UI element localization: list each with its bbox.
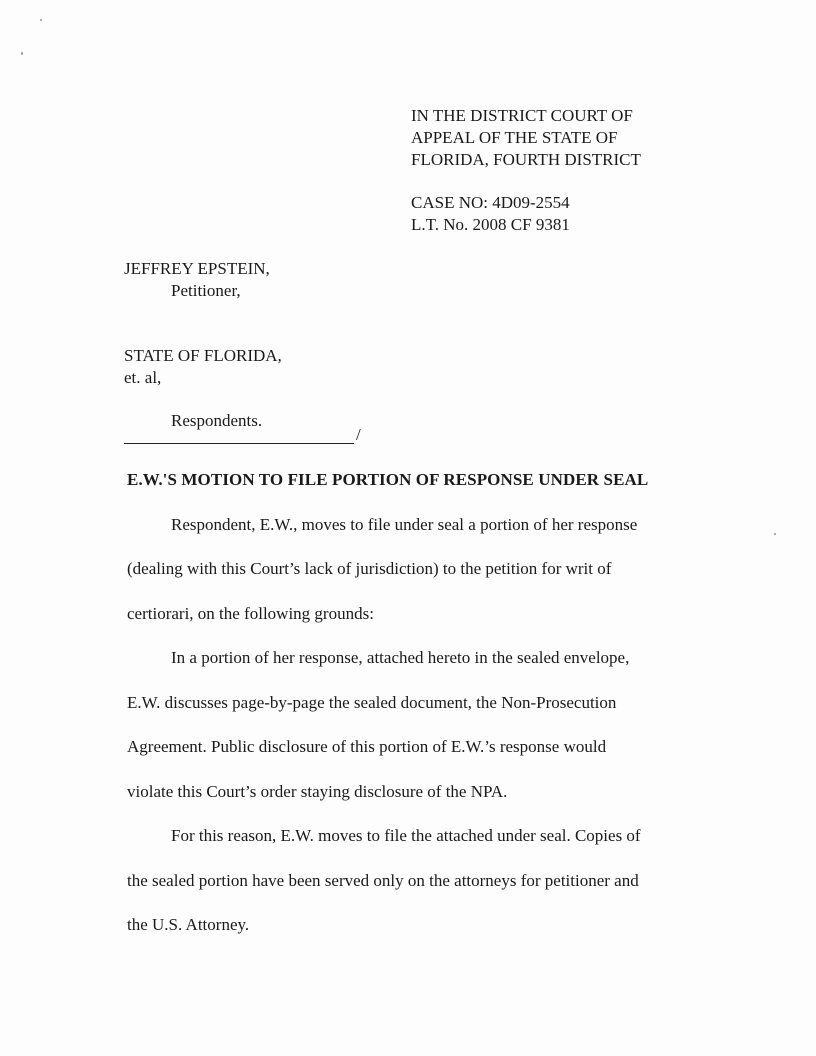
body-line: the U.S. Attorney. xyxy=(127,915,250,934)
body-line: In a portion of her response, attached hereto in the sealed envelope, xyxy=(171,648,630,667)
motion-title: E.W.'S MOTION TO FILE PORTION OF RESPONSE UNDER SEAL xyxy=(127,470,649,489)
body-line: violate this Court’s order staying disclosure of the NPA. xyxy=(127,782,508,801)
respondent-name: STATE OF FLORIDA, xyxy=(124,346,282,365)
scan-speck xyxy=(40,19,42,21)
respondent-etal: et. al, xyxy=(124,368,162,387)
respondent-role: Respondents. xyxy=(171,411,263,430)
body-line: For this reason, E.W. moves to file the attached under seal. Copies of xyxy=(171,826,641,845)
caption-separator-line xyxy=(124,443,354,444)
scan-speck xyxy=(774,533,776,535)
court-caption xyxy=(411,105,641,171)
case-numbers xyxy=(411,192,570,236)
body-line: (dealing with this Court’s lack of jurisdiction) to the petition for writ of xyxy=(127,559,612,578)
body-line: certiorari, on the following grounds: xyxy=(127,604,374,623)
caption-separator-slash: / xyxy=(356,425,361,444)
scan-speck xyxy=(21,52,23,55)
body-line: E.W. discusses page-by-page the sealed document, the Non-Prosecution xyxy=(127,693,617,712)
body-line: the sealed portion have been served only on the attorneys for petitioner and xyxy=(127,871,639,890)
court-line-1: IN THE DISTRICT COURT OF xyxy=(411,106,633,125)
court-line-2: APPEAL OF THE STATE OF xyxy=(411,128,618,147)
body-line: Agreement. Public disclosure of this portion of E.W.’s response would xyxy=(127,737,607,756)
petitioner-role: Petitioner, xyxy=(171,281,241,300)
lower-tribunal-number: L.T. No. 2008 CF 9381 xyxy=(411,215,570,234)
court-line-3: FLORIDA, FOURTH DISTRICT xyxy=(411,150,641,169)
petitioner-name: JEFFREY EPSTEIN, xyxy=(124,259,270,278)
body-line: Respondent, E.W., moves to file under seal a portion of her response xyxy=(171,515,638,534)
case-number: CASE NO: 4D09-2554 xyxy=(411,193,570,212)
